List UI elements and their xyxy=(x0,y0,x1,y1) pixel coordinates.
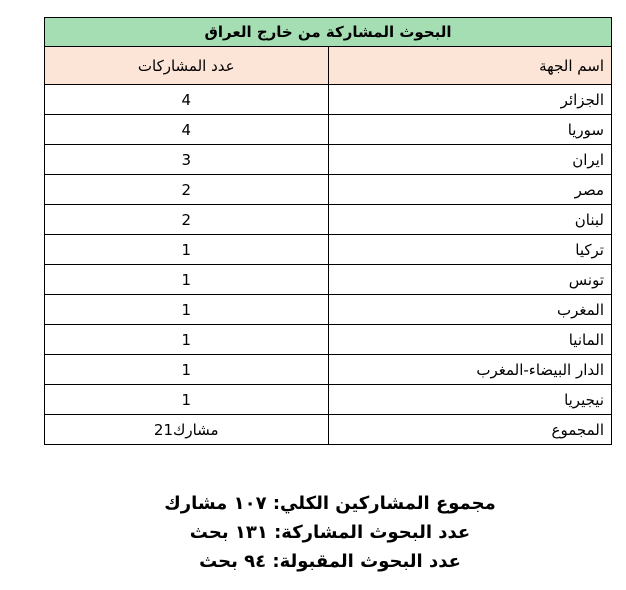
entity-cell: تونس xyxy=(328,265,612,295)
summary-line-total-participants: مجموع المشاركين الكلي: ١٠٧ مشارك xyxy=(164,493,496,514)
entity-cell: نيجيريا xyxy=(328,385,612,415)
table-row xyxy=(45,235,612,265)
column-header-count: عدد المشاركات xyxy=(45,47,329,85)
table-row xyxy=(45,355,612,385)
entity-cell: الدار البيضاء-المغرب xyxy=(328,355,612,385)
table-row xyxy=(45,385,612,415)
entity-cell: مصر xyxy=(328,175,612,205)
count-cell: 1 xyxy=(45,355,329,385)
table-row xyxy=(45,265,612,295)
table-row xyxy=(45,295,612,325)
entity-cell: الجزائر xyxy=(328,85,612,115)
column-header-entity: اسم الجهة xyxy=(328,47,612,85)
entity-cell: لبنان xyxy=(328,205,612,235)
count-cell: 3 xyxy=(45,145,329,175)
total-label-cell: المجموع xyxy=(328,415,612,445)
count-cell: 1 xyxy=(45,235,329,265)
count-cell: 1 xyxy=(45,295,329,325)
count-cell: 1 xyxy=(45,265,329,295)
entity-cell: تركيا xyxy=(328,235,612,265)
table-row xyxy=(45,145,612,175)
summary-line-accepted-research: عدد البحوث المقبولة: ٩٤ بحث xyxy=(199,551,461,572)
table-title: البحوث المشاركة من خارج العراق xyxy=(45,18,612,47)
count-cell: 2 xyxy=(45,175,329,205)
summary-line-submitted-research: عدد البحوث المشاركة: ١٣١ بحث xyxy=(189,522,471,543)
table-row xyxy=(45,325,612,355)
table-row xyxy=(45,205,612,235)
entity-cell: سوريا xyxy=(328,115,612,145)
table-title-row xyxy=(45,18,612,47)
entity-cell: ايران xyxy=(328,145,612,175)
entity-cell: المانيا xyxy=(328,325,612,355)
count-cell: 4 xyxy=(45,85,329,115)
table-row xyxy=(45,85,612,115)
table-row xyxy=(45,175,612,205)
count-cell: 4 xyxy=(45,115,329,145)
table-row xyxy=(45,115,612,145)
count-cell: 2 xyxy=(45,205,329,235)
entity-cell: المغرب xyxy=(328,295,612,325)
participation-table xyxy=(44,17,612,445)
table-total-row xyxy=(45,415,612,445)
table-header-row xyxy=(45,47,612,85)
count-cell: 1 xyxy=(45,385,329,415)
summary-block xyxy=(17,489,626,576)
count-cell: 1 xyxy=(45,325,329,355)
total-value-cell: مشارك21 xyxy=(45,415,329,445)
